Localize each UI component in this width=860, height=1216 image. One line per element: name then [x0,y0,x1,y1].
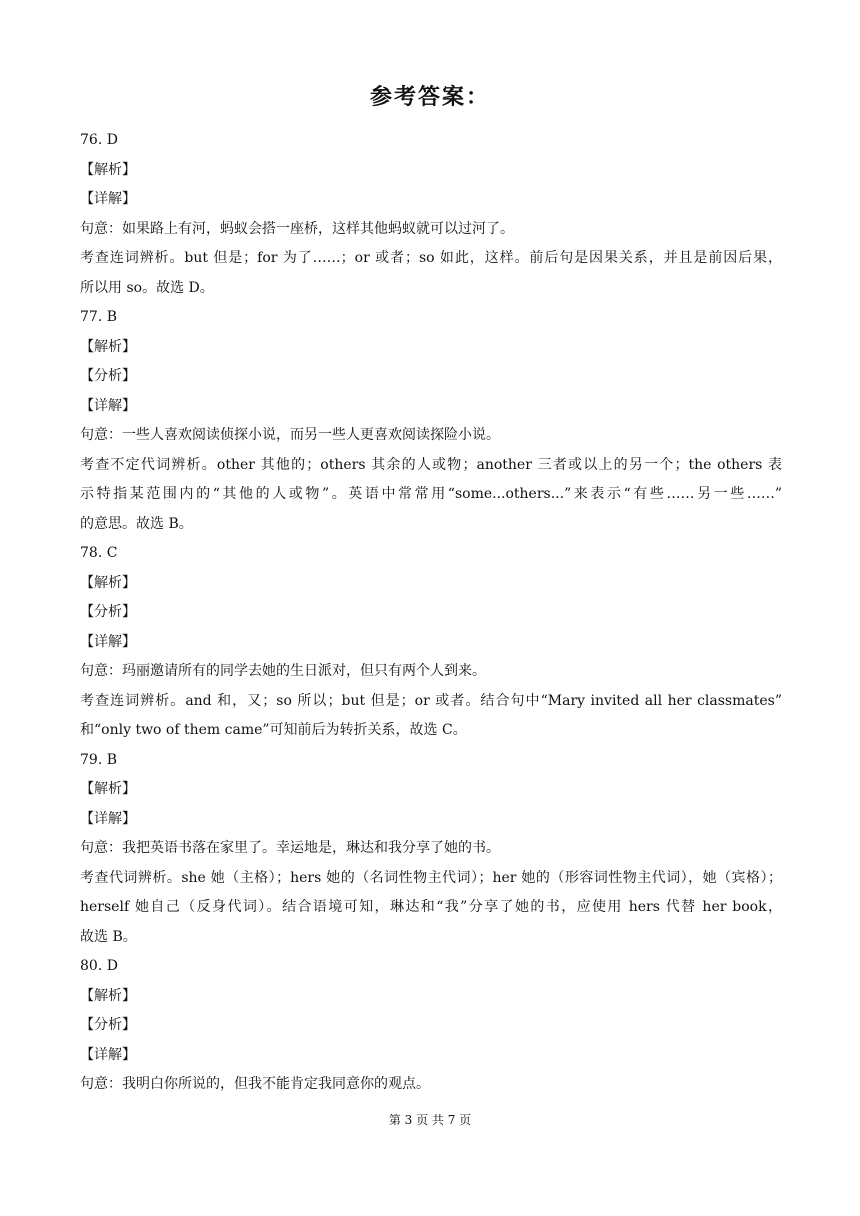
text-line: 所以用 so。故选 D。 [80,279,214,296]
page-title: 参考答案： [369,85,490,110]
text-line: 句意：如果路上有河，蚂蚁会搭一座桥，这样其他蚂蚁就可以过河了。 [80,220,514,237]
text-line: 【详解】 [80,1046,136,1063]
page-footer: 第 3 页 共 7 页 [388,1113,472,1127]
text-line: 79. B [80,751,118,768]
text-line: 【详解】 [80,397,136,414]
text-line: 故选 B。 [80,928,137,945]
text-line: 【分析】 [80,1017,136,1033]
text-line: 句意：我把英语书落在家里了。幸运地是，琳达和我分享了她的书。 [80,840,500,856]
text-line: 的意思。故选 B。 [80,515,193,532]
text-line: 句意：一些人喜欢阅读侦探小说，而另一些人更喜欢阅读探险小说。 [80,427,500,443]
text-line: 【解析】 [80,781,136,797]
text-line: 考查连词辨析。and 和，又；so 所以；but 但是；or 或者。结合句中“Mary invited all her classmates” [80,692,782,709]
text-line: 80. D [80,958,118,974]
text-line: 考查代词辨析。she 她（主格）；hers 她的（名词性物主代词）；her 她的（形容词性物主代词），她（宾格）； [80,869,782,886]
text-line: 考查连词辨析。but 但是；for 为了……；or 或者；so 如此，这样。前后句是因果关系，并且是前因后果， [80,250,782,266]
text-line: 【解析】 [80,161,136,178]
answer-content [80,126,782,1100]
text-line: 句意：我明白你所说的，但我不能肯定我同意你的观点。 [80,1076,430,1092]
text-line: 【解析】 [80,574,136,591]
text-line: 【详解】 [80,633,136,650]
text-line: 和“only two of them came”可知前后为转折关系，故选 C。 [80,722,467,738]
text-line: 【详解】 [80,810,136,827]
text-line: 【详解】 [80,191,136,207]
text-line: 句意：玛丽邀请所有的同学去她的生日派对，但只有两个人到来。 [80,663,486,679]
text-line: 示特指某范围内的“其他的人或物”。英语中常常用“some...others...”来表示“有些……另一些……” [80,486,782,502]
text-line: 【分析】 [80,604,136,620]
text-line: 77. B [80,309,118,325]
text-line: 【分析】 [80,368,136,384]
text-line: herself 她自己（反身代词）。结合语境可知，琳达和“我”分享了她的书，应使用 hers 代替 her book， [80,899,782,915]
text-line: 【解析】 [80,338,136,355]
text-line: 【解析】 [80,987,136,1004]
text-line: 考查不定代词辨析。other 其他的；others 其余的人或物；another 三者或以上的另一个；the others 表 [80,456,782,473]
text-line: 76. D [80,132,118,148]
text-line: 78. C [80,545,118,561]
